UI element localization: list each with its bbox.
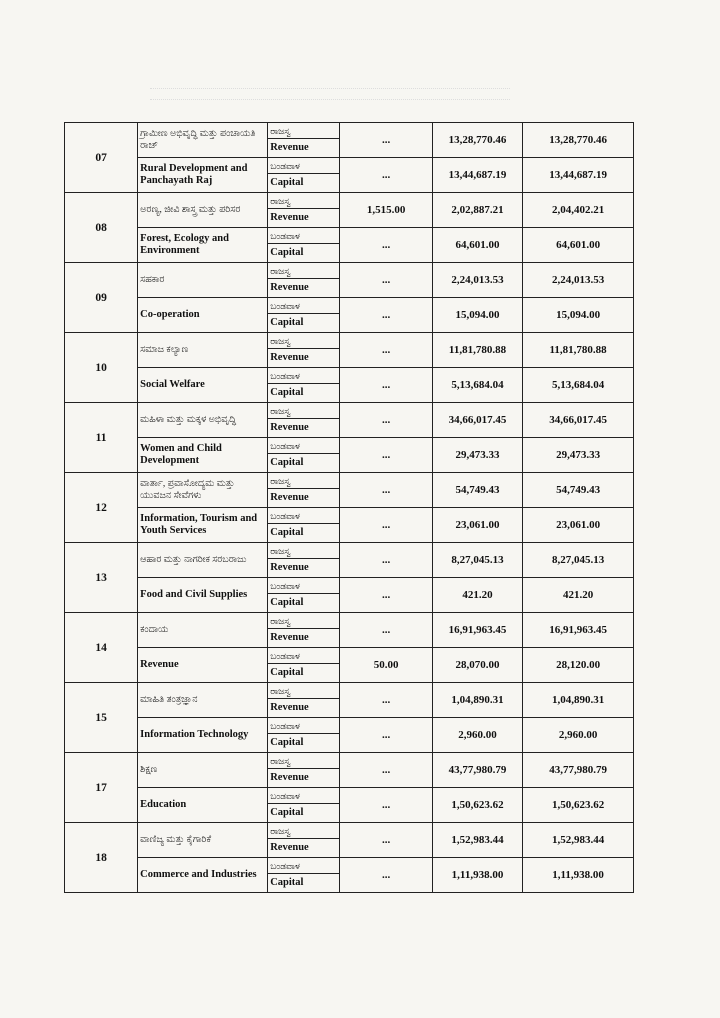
capital-label: Capital	[268, 174, 340, 193]
capital-label: Capital	[268, 314, 340, 333]
revenue-label: Revenue	[268, 209, 340, 228]
revenue-charged: ...	[340, 263, 432, 298]
demand-table	[64, 122, 634, 893]
capital-total: 28,120.00	[523, 648, 634, 683]
capital-voted: 29,473.33	[432, 438, 522, 473]
revenue-label: Revenue	[268, 279, 340, 298]
capital-label-kannada: ಬಂಡವಾಳ	[268, 788, 340, 804]
capital-label: Capital	[268, 594, 340, 613]
revenue-voted: 13,28,770.46	[432, 123, 522, 158]
capital-total: 1,50,623.62	[523, 788, 634, 823]
revenue-charged: ...	[340, 333, 432, 368]
revenue-charged: ...	[340, 123, 432, 158]
capital-charged: ...	[340, 858, 432, 893]
capital-voted: 1,11,938.00	[432, 858, 522, 893]
department-name-english: Forest, Ecology and Environment	[138, 228, 268, 263]
demand-number: 18	[65, 823, 138, 893]
revenue-charged: ...	[340, 403, 432, 438]
capital-voted: 13,44,687.19	[432, 158, 522, 193]
department-name-kannada: ಕಂದಾಯ	[138, 613, 268, 648]
department-name-english: Revenue	[138, 648, 268, 683]
revenue-voted: 1,52,983.44	[432, 823, 522, 858]
capital-charged: ...	[340, 228, 432, 263]
department-name-kannada: ವಾರ್ತಾ, ಪ್ರವಾಸೋದ್ಯಮ ಮತ್ತು ಯುವಜನ ಸೇವೆಗಳು	[138, 473, 268, 508]
revenue-label: Revenue	[268, 139, 340, 158]
demand-number: 12	[65, 473, 138, 543]
demand-table-body	[65, 123, 634, 893]
revenue-voted: 2,24,013.53	[432, 263, 522, 298]
capital-label: Capital	[268, 664, 340, 683]
revenue-label-kannada: ರಾಜಸ್ವ	[268, 333, 340, 349]
capital-label: Capital	[268, 804, 340, 823]
table-row	[65, 858, 634, 874]
table-row	[65, 228, 634, 244]
capital-label-kannada: ಬಂಡವಾಳ	[268, 578, 340, 594]
capital-label-kannada: ಬಂಡವಾಳ	[268, 718, 340, 734]
demand-number: 09	[65, 263, 138, 333]
demand-number: 10	[65, 333, 138, 403]
department-name-kannada: ಗ್ರಾಮೀಣ ಅಭಿವೃದ್ಧಿ ಮತ್ತು ಪಂಚಾಯತಿ ರಾಜ್	[138, 123, 268, 158]
capital-voted: 421.20	[432, 578, 522, 613]
revenue-label: Revenue	[268, 489, 340, 508]
capital-voted: 2,960.00	[432, 718, 522, 753]
revenue-voted: 1,04,890.31	[432, 683, 522, 718]
table-row	[65, 193, 634, 209]
demand-number: 08	[65, 193, 138, 263]
revenue-total: 8,27,045.13	[523, 543, 634, 578]
capital-charged: ...	[340, 718, 432, 753]
revenue-voted: 11,81,780.88	[432, 333, 522, 368]
revenue-total: 43,77,980.79	[523, 753, 634, 788]
capital-charged: ...	[340, 508, 432, 543]
revenue-charged: ...	[340, 613, 432, 648]
revenue-voted: 43,77,980.79	[432, 753, 522, 788]
revenue-total: 2,24,013.53	[523, 263, 634, 298]
table-row	[65, 648, 634, 664]
capital-label-kannada: ಬಂಡವಾಳ	[268, 858, 340, 874]
department-name-kannada: ಅರಣ್ಯ, ಜೀವಿ ಶಾಸ್ತ್ರ ಮತ್ತು ಪರಿಸರ	[138, 193, 268, 228]
department-name-english: Commerce and Industries	[138, 858, 268, 893]
revenue-voted: 54,749.43	[432, 473, 522, 508]
revenue-label: Revenue	[268, 559, 340, 578]
revenue-total: 1,04,890.31	[523, 683, 634, 718]
demand-number: 07	[65, 123, 138, 193]
department-name-kannada: ಮಾಹಿತಿ ತಂತ್ರಜ್ಞಾನ	[138, 683, 268, 718]
capital-label: Capital	[268, 244, 340, 263]
table-row	[65, 368, 634, 384]
department-name-kannada: ಮಹಿಳಾ ಮತ್ತು ಮಕ್ಕಳ ಅಭಿವೃದ್ಧಿ	[138, 403, 268, 438]
faded-header-line	[150, 88, 510, 100]
table-row	[65, 298, 634, 314]
department-name-english: Information Technology	[138, 718, 268, 753]
capital-label: Capital	[268, 524, 340, 543]
table-row	[65, 403, 634, 419]
demand-number: 13	[65, 543, 138, 613]
capital-charged: ...	[340, 158, 432, 193]
revenue-label-kannada: ರಾಜಸ್ವ	[268, 753, 340, 769]
capital-label: Capital	[268, 734, 340, 753]
capital-charged: ...	[340, 578, 432, 613]
department-name-kannada: ಸಮಾಜ ಕಲ್ಯಾಣ	[138, 333, 268, 368]
capital-total: 23,061.00	[523, 508, 634, 543]
capital-voted: 5,13,684.04	[432, 368, 522, 403]
table-row	[65, 683, 634, 699]
capital-total: 421.20	[523, 578, 634, 613]
revenue-label-kannada: ರಾಜಸ್ವ	[268, 473, 340, 489]
revenue-total: 2,04,402.21	[523, 193, 634, 228]
capital-total: 29,473.33	[523, 438, 634, 473]
revenue-charged: ...	[340, 473, 432, 508]
capital-charged: ...	[340, 298, 432, 333]
capital-label: Capital	[268, 454, 340, 473]
revenue-voted: 16,91,963.45	[432, 613, 522, 648]
capital-charged: ...	[340, 438, 432, 473]
department-name-kannada: ಸಹಕಾರ	[138, 263, 268, 298]
revenue-charged: ...	[340, 543, 432, 578]
capital-total: 2,960.00	[523, 718, 634, 753]
revenue-total: 54,749.43	[523, 473, 634, 508]
department-name-english: Co-operation	[138, 298, 268, 333]
revenue-voted: 34,66,017.45	[432, 403, 522, 438]
department-name-english: Food and Civil Supplies	[138, 578, 268, 613]
table-row	[65, 613, 634, 629]
demand-number: 14	[65, 613, 138, 683]
revenue-label-kannada: ರಾಜಸ್ವ	[268, 543, 340, 559]
department-name-kannada: ಶಿಕ್ಷಣ	[138, 753, 268, 788]
revenue-charged: ...	[340, 753, 432, 788]
revenue-voted: 2,02,887.21	[432, 193, 522, 228]
demand-number: 11	[65, 403, 138, 473]
revenue-label: Revenue	[268, 419, 340, 438]
capital-charged: ...	[340, 368, 432, 403]
revenue-label: Revenue	[268, 699, 340, 718]
capital-label-kannada: ಬಂಡವಾಳ	[268, 508, 340, 524]
table-row	[65, 158, 634, 174]
table-row	[65, 718, 634, 734]
capital-voted: 23,061.00	[432, 508, 522, 543]
table-row	[65, 473, 634, 489]
capital-charged: 50.00	[340, 648, 432, 683]
capital-label-kannada: ಬಂಡವಾಳ	[268, 298, 340, 314]
capital-total: 1,11,938.00	[523, 858, 634, 893]
demand-number: 17	[65, 753, 138, 823]
capital-charged: ...	[340, 788, 432, 823]
revenue-total: 34,66,017.45	[523, 403, 634, 438]
department-name-english: Education	[138, 788, 268, 823]
revenue-total: 1,52,983.44	[523, 823, 634, 858]
revenue-label-kannada: ರಾಜಸ್ವ	[268, 823, 340, 839]
revenue-label-kannada: ರಾಜಸ್ವ	[268, 683, 340, 699]
capital-voted: 64,601.00	[432, 228, 522, 263]
table-row	[65, 263, 634, 279]
revenue-total: 16,91,963.45	[523, 613, 634, 648]
capital-voted: 15,094.00	[432, 298, 522, 333]
revenue-label-kannada: ರಾಜಸ್ವ	[268, 193, 340, 209]
capital-label-kannada: ಬಂಡವಾಳ	[268, 648, 340, 664]
revenue-total: 11,81,780.88	[523, 333, 634, 368]
capital-total: 15,094.00	[523, 298, 634, 333]
capital-label: Capital	[268, 384, 340, 403]
revenue-label-kannada: ರಾಜಸ್ವ	[268, 123, 340, 139]
revenue-label-kannada: ರಾಜಸ್ವ	[268, 263, 340, 279]
department-name-english: Social Welfare	[138, 368, 268, 403]
revenue-voted: 8,27,045.13	[432, 543, 522, 578]
department-name-english: Women and Child Development	[138, 438, 268, 473]
revenue-label-kannada: ರಾಜಸ್ವ	[268, 403, 340, 419]
revenue-total: 13,28,770.46	[523, 123, 634, 158]
revenue-label: Revenue	[268, 629, 340, 648]
table-row	[65, 753, 634, 769]
demand-number: 15	[65, 683, 138, 753]
department-name-english: Information, Tourism and Youth Services	[138, 508, 268, 543]
capital-label-kannada: ಬಂಡವಾಳ	[268, 368, 340, 384]
capital-total: 13,44,687.19	[523, 158, 634, 193]
table-row	[65, 788, 634, 804]
capital-label-kannada: ಬಂಡವಾಳ	[268, 438, 340, 454]
revenue-charged: 1,515.00	[340, 193, 432, 228]
capital-label-kannada: ಬಂಡವಾಳ	[268, 158, 340, 174]
table-row	[65, 333, 634, 349]
revenue-charged: ...	[340, 823, 432, 858]
department-name-kannada: ವಾಣಿಜ್ಯ ಮತ್ತು ಕೈಗಾರಿಕೆ	[138, 823, 268, 858]
table-row	[65, 543, 634, 559]
capital-total: 5,13,684.04	[523, 368, 634, 403]
department-name-kannada: ಆಹಾರ ಮತ್ತು ನಾಗರೀಕ ಸರಬರಾಜು	[138, 543, 268, 578]
department-name-english: Rural Development and Panchayath Raj	[138, 158, 268, 193]
table-row	[65, 438, 634, 454]
capital-label-kannada: ಬಂಡವಾಳ	[268, 228, 340, 244]
revenue-charged: ...	[340, 683, 432, 718]
table-row	[65, 578, 634, 594]
revenue-label: Revenue	[268, 349, 340, 368]
revenue-label: Revenue	[268, 839, 340, 858]
table-row	[65, 823, 634, 839]
capital-total: 64,601.00	[523, 228, 634, 263]
revenue-label-kannada: ರಾಜಸ್ವ	[268, 613, 340, 629]
revenue-label: Revenue	[268, 769, 340, 788]
table-row	[65, 508, 634, 524]
capital-label: Capital	[268, 874, 340, 893]
capital-voted: 28,070.00	[432, 648, 522, 683]
table-row	[65, 123, 634, 139]
capital-voted: 1,50,623.62	[432, 788, 522, 823]
